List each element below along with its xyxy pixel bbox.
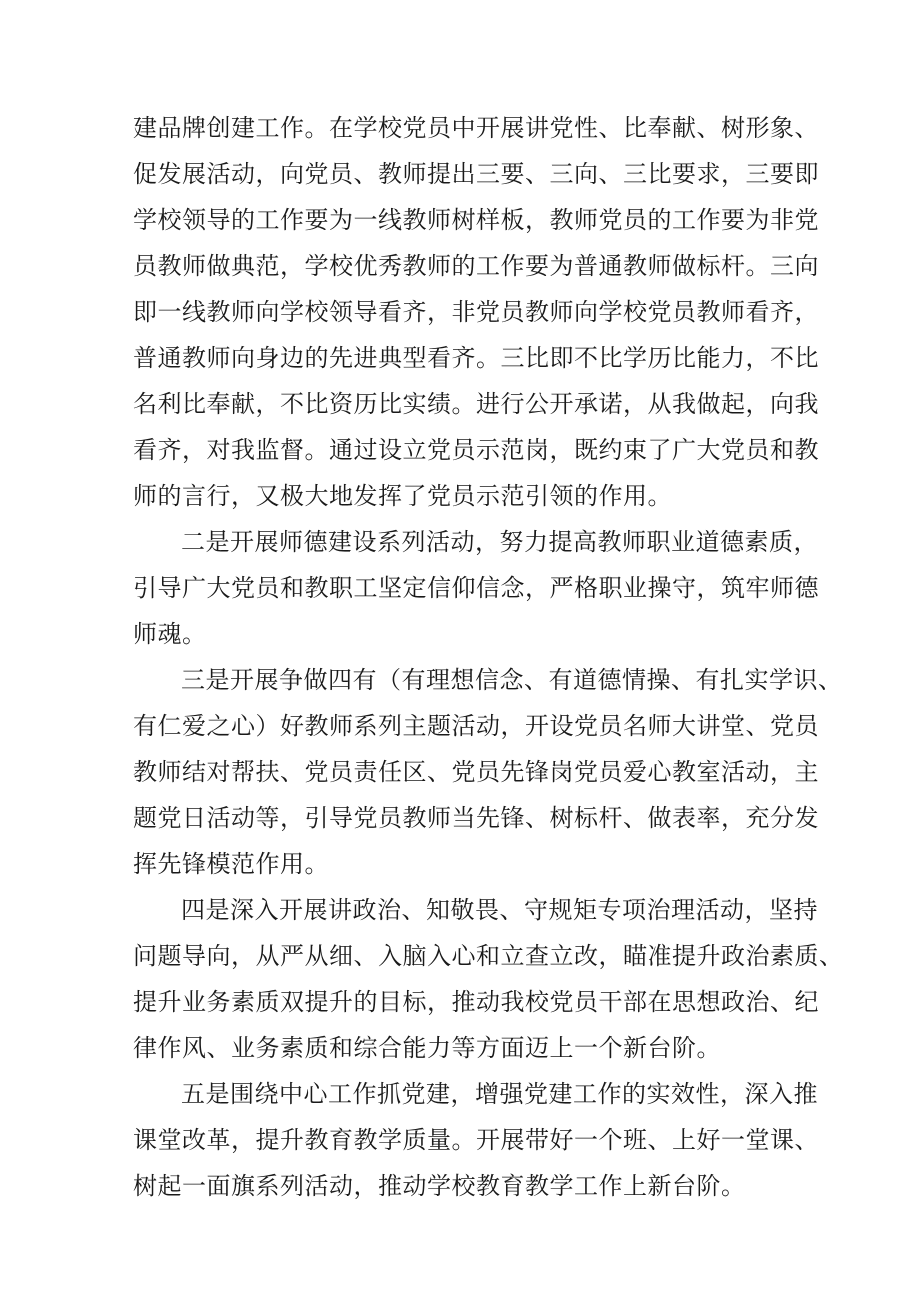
paragraph-4-line-3: 提升业务素质双提升的目标，推动我校党员干部在思想政治、纪 [133,988,819,1016]
paragraph-2-line-2: 引导广大党员和教职工坚定信仰信念，严格职业操守，筑牢师德 [133,574,819,602]
paragraph-3-line-1: 三是开展争做四有（有理想信念、有道德情操、有扎实学识、 [181,666,843,694]
paragraph-1-line-5: 即一线教师向学校领导看齐，非党员教师向学校党员教师看齐， [133,298,819,326]
paragraph-4-line-4: 律作风、业务素质和综合能力等方面迈上一个新台阶。 [133,1034,721,1062]
paragraph-4-line-2: 问题导向，从严从细、入脑入心和立查立改，瞄准提升政治素质、 [133,942,844,970]
paragraph-3-line-5: 挥先锋模范作用。 [133,850,329,878]
paragraph-1-line-6: 普通教师向身边的先进典型看齐。三比即不比学历比能力，不比 [133,344,819,372]
paragraph-1-line-7: 名利比奉献，不比资历比实绩。进行公开承诺，从我做起，向我 [133,390,819,418]
paragraph-5-line-3: 树起一面旗系列活动，推动学校教育教学工作上新台阶。 [133,1172,746,1200]
paragraph-3-line-4: 题党日活动等，引导党员教师当先锋、树标杆、做表率，充分发 [133,804,819,832]
paragraph-1-line-1: 建品牌创建工作。在学校党员中开展讲党性、比奉献、树形象、 [133,114,819,142]
paragraph-5-line-2: 课堂改革，提升教育教学质量。开展带好一个班、上好一堂课、 [133,1126,819,1154]
paragraph-4-line-1: 四是深入开展讲政治、知敬畏、守规矩专项治理活动，坚持 [181,896,818,924]
paragraph-2-line-3: 师魂。 [133,620,207,648]
paragraph-3-line-3: 教师结对帮扶、党员责任区、党员先锋岗党员爱心教室活动，主 [133,758,819,786]
paragraph-1-line-4: 员教师做典范，学校优秀教师的工作要为普通教师做标杆。三向 [133,252,819,280]
paragraph-1-line-8: 看齐，对我监督。通过设立党员示范岗，既约束了广大党员和教 [133,436,819,464]
paragraph-1-line-9: 师的言行，又极大地发挥了党员示范引领的作用。 [133,482,672,510]
paragraph-5-line-1: 五是围绕中心工作抓党建，增强党建工作的实效性，深入推 [181,1080,818,1108]
paragraph-2-line-1: 二是开展师德建设系列活动，努力提高教师职业道德素质， [181,528,818,556]
paragraph-1-line-2: 促发展活动，向党员、教师提出三要、三向、三比要求，三要即 [133,160,819,188]
paragraph-3-line-2: 有仁爱之心）好教师系列主题活动，开设党员名师大讲堂、党员 [133,712,819,740]
paragraph-1-line-3: 学校领导的工作要为一线教师树样板，教师党员的工作要为非党 [133,206,819,234]
